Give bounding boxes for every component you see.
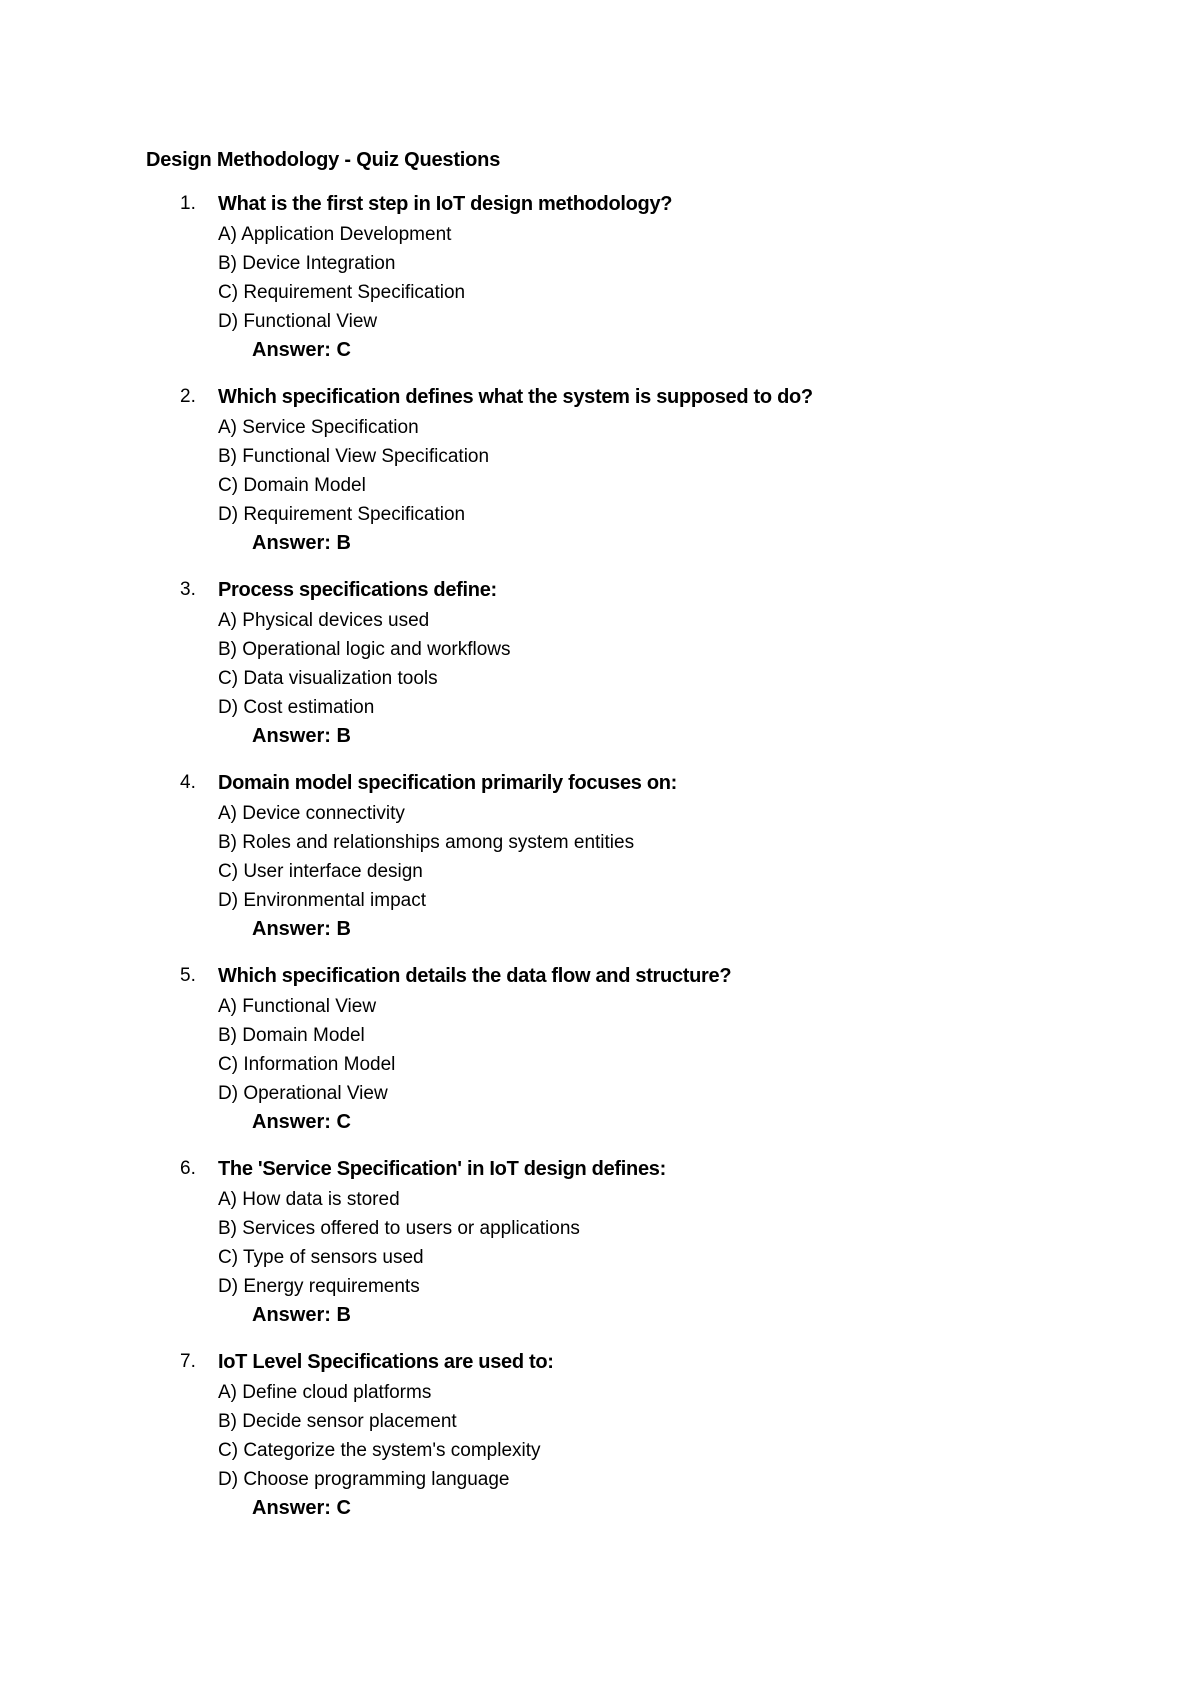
option-a: A) Device connectivity <box>218 803 405 824</box>
quiz-question-1 <box>180 188 1080 364</box>
quiz-question-4 <box>180 767 1080 943</box>
option-d: D) Choose programming language <box>218 1469 510 1490</box>
option-b: B) Functional View Specification <box>218 446 490 467</box>
document-title: Design Methodology - Quiz Questions <box>146 149 501 171</box>
quiz-question-7 <box>180 1346 1080 1522</box>
question-line <box>180 1153 1080 1185</box>
answer-line: Answer: C <box>252 1497 351 1519</box>
option-b: B) Device Integration <box>218 253 396 274</box>
question-text: IoT Level Specifications are used to: <box>218 1351 554 1373</box>
option-a: A) Application Development <box>218 224 452 245</box>
option-a: A) Service Specification <box>218 417 419 438</box>
quiz-question-3 <box>180 574 1080 750</box>
answer-line: Answer: C <box>252 1111 351 1133</box>
option-d: D) Cost estimation <box>218 697 375 718</box>
option-c: C) Categorize the system's complexity <box>218 1440 541 1461</box>
option-b: B) Domain Model <box>218 1025 365 1046</box>
question-number: 2. <box>180 386 196 407</box>
question-text: Which specification details the data flow and structure? <box>218 965 732 987</box>
option-d: D) Energy requirements <box>218 1276 420 1297</box>
option-a: A) Functional View <box>218 996 377 1017</box>
option-c: C) Data visualization tools <box>218 668 438 689</box>
question-text: What is the first step in IoT design methodology? <box>218 193 673 215</box>
option-b: B) Operational logic and workflows <box>218 639 511 660</box>
question-line <box>180 1346 1080 1378</box>
option-a: A) Physical devices used <box>218 610 430 631</box>
option-c: C) Requirement Specification <box>218 282 466 303</box>
question-line <box>180 381 1080 413</box>
question-number: 7. <box>180 1351 196 1372</box>
question-text: Domain model specification primarily focuses on: <box>218 772 678 794</box>
question-text: Which specification defines what the system is supposed to do? <box>218 386 813 408</box>
question-number: 6. <box>180 1158 196 1179</box>
question-line <box>180 188 1080 220</box>
option-a: A) How data is stored <box>218 1189 400 1210</box>
question-text: Process specifications define: <box>218 579 497 601</box>
answer-line: Answer: B <box>252 1304 351 1326</box>
option-d: D) Environmental impact <box>218 890 427 911</box>
question-number: 3. <box>180 579 196 600</box>
question-line <box>180 574 1080 606</box>
option-c: C) Type of sensors used <box>218 1247 424 1268</box>
answer-line: Answer: B <box>252 725 351 747</box>
option-c: C) Domain Model <box>218 475 366 496</box>
option-c: C) Information Model <box>218 1054 396 1075</box>
answer-line: Answer: C <box>252 339 351 361</box>
quiz-question-2 <box>180 381 1080 557</box>
option-d: D) Requirement Specification <box>218 504 466 525</box>
option-b: B) Roles and relationships among system entities <box>218 832 635 853</box>
option-b: B) Services offered to users or applications <box>218 1218 580 1239</box>
question-number: 4. <box>180 772 196 793</box>
answer-line: Answer: B <box>252 532 351 554</box>
option-d: D) Functional View <box>218 311 378 332</box>
question-number: 5. <box>180 965 196 986</box>
question-line <box>180 767 1080 799</box>
option-b: B) Decide sensor placement <box>218 1411 457 1432</box>
question-line <box>180 960 1080 992</box>
answer-line: Answer: B <box>252 918 351 940</box>
question-text: The 'Service Specification' in IoT design defines: <box>218 1158 666 1180</box>
option-c: C) User interface design <box>218 861 423 882</box>
quiz-question-6 <box>180 1153 1080 1329</box>
option-d: D) Operational View <box>218 1083 388 1104</box>
option-a: A) Define cloud platforms <box>218 1382 432 1403</box>
quiz-question-5 <box>180 960 1080 1136</box>
question-number: 1. <box>180 193 196 214</box>
